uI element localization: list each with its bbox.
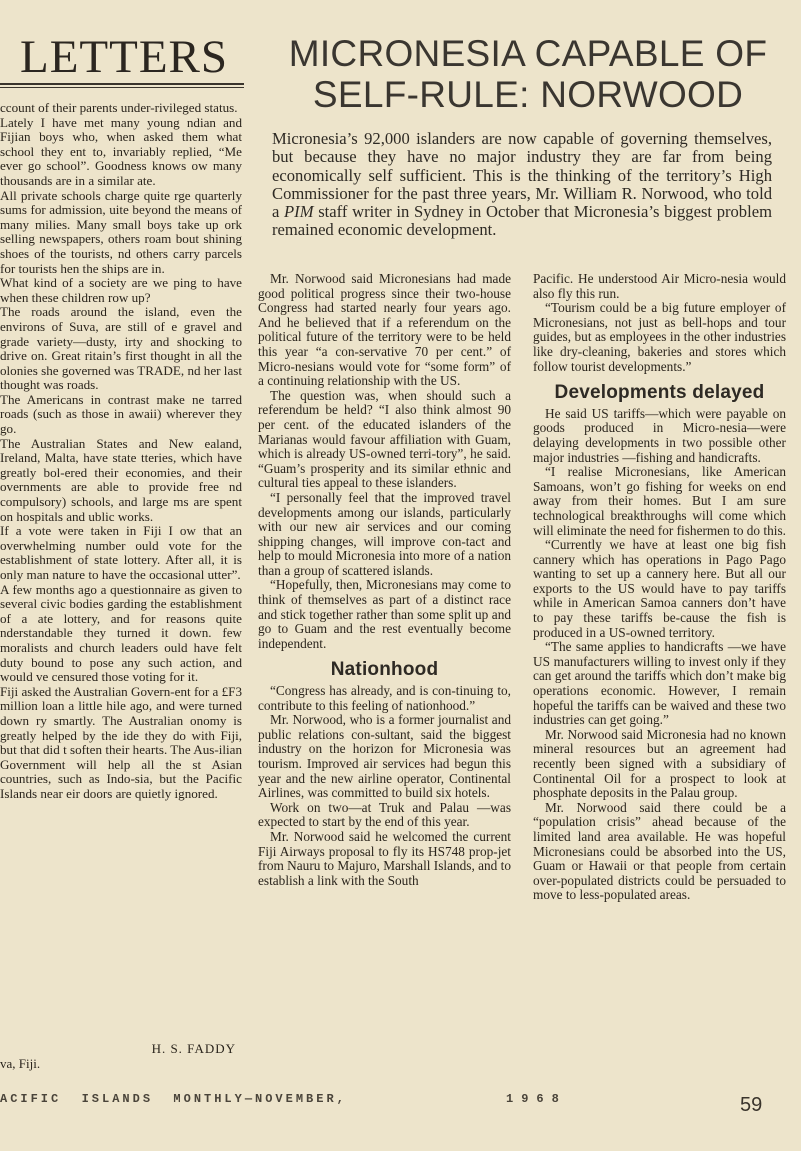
article-column-right [533,272,786,903]
article-headline [258,33,798,115]
letter-paragraph: All private schools charge quite rge quarterly sums for admission, uite beyond the means of many milies. Many small boys take up ork selling newspapers, others roam bout shining shoes of the tourists, nd others carry parcels for tourists hen the ships are in. [0,187,242,276]
page-footer [0,1092,801,1116]
article-paragraph: “I realise Micronesians, like American Samoans, won’t go fishing for weeks on end away from their homes. But I am sure technological breakthroughs will come which will eliminate the need for fishermen to do this. [533,464,786,538]
article-paragraph: “I personally feel that the improved travel developments among our islands, particularly with our new air services and our coming shipping changes, will improve con-tact and help to mould Micronesia into more of a nation than a group of scattered islands. [258,489,511,578]
letter-paragraph: Fiji asked the Australian Govern-ent for a £F3 million loan a little hile ago, and were turned down ry smartly. The Australian onomy is greatly helped by the ide they do with Fiji, but that did t soften their hearts. The Aus-ilian Government will help all the st Asian countries, such as Indo-sia, but the Pacific Islands near eir doors are quietly ignored. [0,683,242,801]
article-paragraph: Mr. Norwood said Micronesia had no known mineral resources but an agreement had recently been signed with a subsidiary of Continental Oil for a prospect to look at phosphate deposits in the Palau group. [533,726,786,801]
letter-paragraph: A few months ago a questionnaire as given to several civic bodies garding the establishment of a ate lottery, and for reasons quite nderstandable they turned it down. few moralists and church leaders ould have felt duty bound to pose any such action, and would ve censured those voting for it. [0,581,242,685]
article-paragraph: Mr. Norwood, who is a former journalist and public relations con-sultant, said the biggest industry on the horizon for Micronesia was tourism. Improved air services had begun this year and the new airline operator, Continental Airlines, was committed to build six hotels. [258,712,511,801]
headline-line-2: SELF-RULE: NORWOOD [312,74,744,115]
subhead-nationhood: Nationhood [330,659,439,681]
article-paragraph: Mr. Norwood said he welcomed the current Fiji Airways proposal to fly its HS748 prop-jet from Nauru to Majuro, Marshall Islands, and to establish a link with the South [258,828,511,888]
article-paragraph: “Tourism could be a big future employer of Micronesians, not just as bell-hops and tour guides, but as employees in the other industries like dry-cleaning, bakeries and stores which follow tourist developments.” [533,300,786,374]
article-paragraph: Work on two—at Truk and Palau —was expected to start by the end of this year. [258,799,511,830]
article-paragraph: Mr. Norwood said there could be a “population crisis” ahead because of the limited land area available. He was hopeful Micronesians could be absorbed into the US, Guam or Hawaii or that people from certain over-populated districts could be persuaded to move to less-populated areas. [533,799,786,903]
letter-paragraph: Lately I have met many young ndian and Fijian boys who, when asked them what school they ent to, invariably replied, “Me ever go school”. Goodness knows ow many thousands are in a similar ate. [0,114,242,188]
headline-line-1: MICRONESIA CAPABLE OF [288,33,768,74]
article-paragraph: Pacific. He understood Air Micro-nesia would also fly this run. [533,271,786,301]
letters-body [0,101,242,802]
letter-paragraph: The Australian States and New ealand, Ireland, Malta, have state tteries, which have greatly bol-ered their economies, and their overnments are able to provide free nd compulsory) schools, and large ms are spent on hospitals and ublic works. [0,435,242,524]
footer-publication: ACIFIC ISLANDS MONTHLY—NOVEMBER, [0,1092,347,1106]
article-standfirst [272,130,772,240]
letter-paragraph: The roads around the island, even the environs of Suva, are still of e gravel and grade variety—dusty, irty and shocking to drive on. Great ritain’s first thought in all the olonies she governed was TRADE, nd her last thought was roads. [0,304,242,393]
standfirst-text-end: staff writer in Sydney in October that Micronesia’s biggest problem remained economic development. [272,202,772,240]
letter-signature-block [0,1041,242,1071]
heading-rule [0,83,244,85]
article-paragraph: “The same applies to handicrafts —we have US manufacturers willing to invest only if they can get around the tariffs which don’t make big operations economic. However, I remain hopeful the tariffs can be waived and these two industries can get going.” [533,639,786,728]
article-paragraph: “Congress has already, and is con-tinuing to, contribute to this feeling of nationhood.” [258,683,511,713]
letter-paragraph: If a vote were taken in Fiji I ow that an overwhelming number ould vote for the establishment of state lottery. After all, it is only man nature to have the occasional utter”. [0,523,242,582]
article-column-left [258,272,511,888]
subhead-developments-delayed: Developments delayed [554,382,765,404]
footer-year: 1968 [506,1092,567,1106]
page-number: 59 [740,1094,763,1116]
article-paragraph: The question was, when should such a referendum be held? “I also think almost 90 per cent. of the educated islanders of the Marianas would favour affiliation with Guam, which is already US-owned terri-tory”, he said. “Guam’s prosperity and its similar ethnic and cultural ties appeal to these islanders. [258,387,511,491]
article-paragraph: “Hopefully, then, Micronesians may come to think of themselves as part of a distinct race and stick together rather than some split up and go to Guam and the rest eventually become independent. [258,577,511,651]
standfirst-pim: PIM [284,202,314,222]
article-paragraph: “Currently we have at least one big fish cannery which has operations in Pago Pago wanting to set up a cannery here. But all our exports to the US would have to pay tariffs while in American Samoa canners don’t have to pay these tariffs be-cause the fish is produced in a US-owned territory. [533,537,786,640]
letter-paragraph: The Americans in contrast make ne tarred roads (such as those in awaii) wherever they go. [0,391,242,437]
standfirst-text: Micronesia’s 92,000 islanders are now capable of governing themselves, but because they have no major industry they are far from being economically self sufficient. This is the thinking of the territory’s High Commissioner for the past three years, Mr. William R. Norwood, who told a [272,129,772,222]
letter-paragraph: What kind of a society are we ping to have when these children row up? [0,275,242,305]
article-paragraph: He said US tariffs—which were payable on goods produced in Micro-nesia—were delaying developments in two possible other major industries —fishing and handicrafts. [533,405,786,465]
letter-signature: H. S. FADDY [151,1041,236,1056]
letter-location: va, Fiji. [0,1056,41,1071]
letters-heading: LETTERS [20,31,229,83]
heading-rule-thin [0,87,244,88]
letter-paragraph: ccount of their parents under-rivileged status. [0,100,238,115]
article-paragraph: Mr. Norwood said Micronesians had made good political progress since their two-house Congress had started nearly four years ago. And he believed that if a referendum on the political future of the territory were to be held this year “a con-servative 70 per cent.” of Micro-nesians would vote for “some form” of a continuing relationship with the US. [258,271,511,389]
